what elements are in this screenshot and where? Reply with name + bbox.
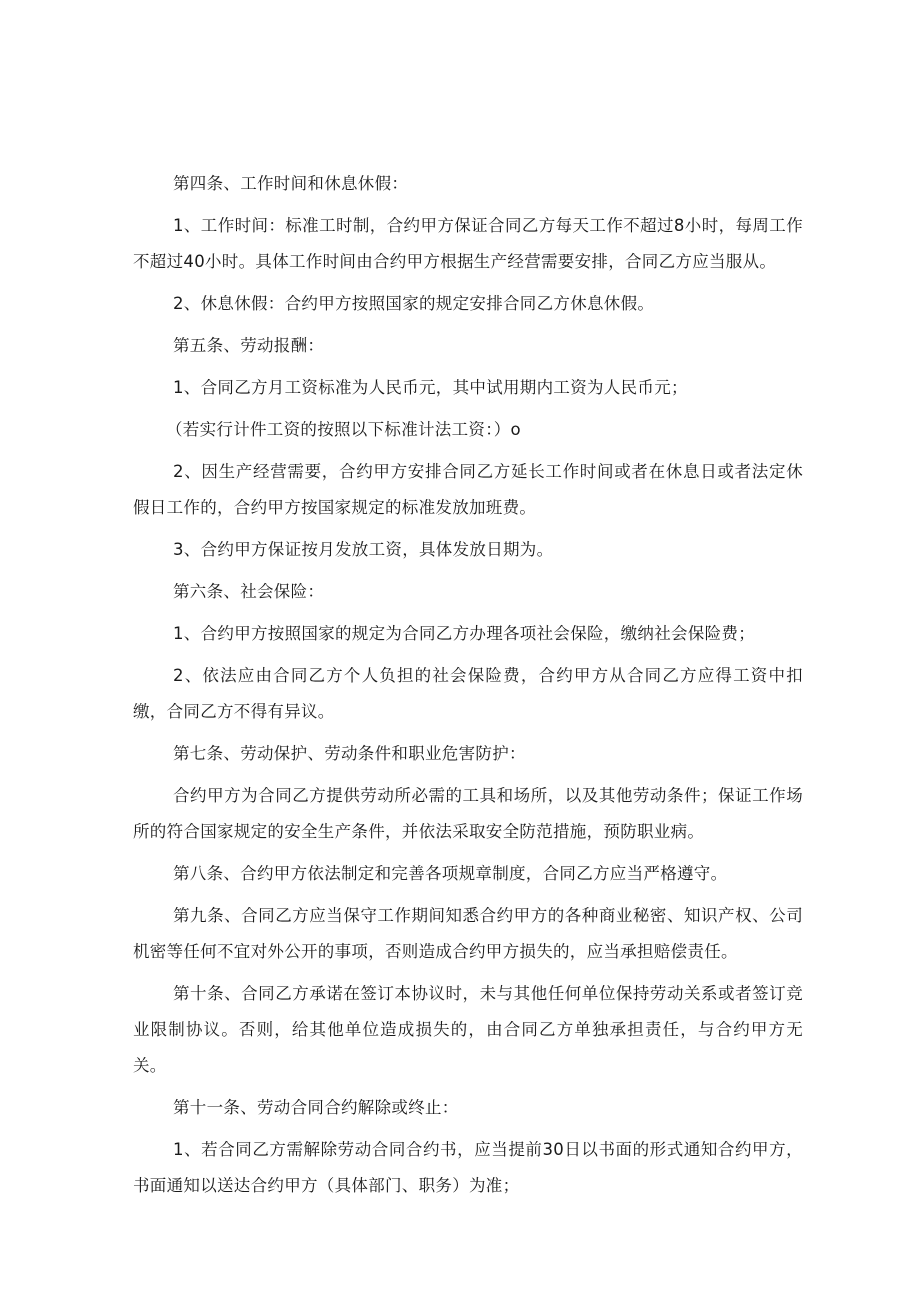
- document-body: [133, 166, 803, 1204]
- article-10-body: 第十条、合同乙方承诺在签订本协议时，未与其他任何单位保持劳动关系或者签订竞业限制协议。否则，给其他单位造成损失的，由合同乙方单独承担责任，与合约甲方无关。: [133, 984, 803, 1075]
- article-11-heading: 第十一条、劳动合同合约解除或终止：: [173, 1098, 459, 1117]
- article-5-clause-1: 1、合同乙方月工资标准为人民币元，其中试用期内工资为人民币元；: [173, 378, 688, 397]
- article-11-clause-1: 1、若合同乙方需解除劳动合同合约书，应当提前30日以书面的形式通知合约甲方，书面通知以送达合约甲方（具体部门、职务）为准；: [133, 1140, 803, 1195]
- article-5-clause-3: 3、合约甲方保证按月发放工资，具体发放日期为。: [173, 540, 554, 559]
- article-6-heading: 第六条、社会保险：: [173, 582, 325, 601]
- article-5-clause-2: 2、因生产经营需要，合约甲方安排合同乙方延长工作时间或者在休息日或者法定休假日工作的，合约甲方按国家规定的标准发放加班费。: [133, 462, 803, 517]
- article-4-clause-1: 1、工作时间：标准工时制，合约甲方保证合同乙方每天工作不超过8小时，每周工作不超过40小时。具体工作时间由合约甲方根据生产经营需要安排，合同乙方应当服从。: [133, 216, 803, 271]
- article-5-heading: 第五条、劳动报酬：: [173, 336, 325, 355]
- article-6-clause-2: 2、依法应由合同乙方个人负担的社会保险费，合约甲方从合同乙方应得工资中扣缴，合同乙方不得有异议。: [133, 666, 803, 721]
- article-8-body: 第八条、合约甲方依法制定和完善各项规章制度，合同乙方应当严格遵守。: [173, 864, 728, 883]
- article-6-clause-1: 1、合约甲方按照国家的规定为合同乙方办理各项社会保险，缴纳社会保险费；: [173, 624, 755, 643]
- article-4-clause-2: 2、休息休假：合约甲方按照国家的规定安排合同乙方休息休假。: [173, 294, 655, 313]
- article-7-body: 合约甲方为合同乙方提供劳动所必需的工具和场所，以及其他劳动条件；保证工作场所的符合国家规定的安全生产条件，并依法采取安全防范措施，预防职业病。: [133, 786, 803, 841]
- article-4-heading: 第四条、工作时间和休息休假：: [173, 174, 409, 193]
- article-5-piecework-note: （若实行计件工资的按照以下标准计法工资：）o: [166, 420, 521, 439]
- article-7-heading: 第七条、劳动保护、劳动条件和职业危害防护：: [173, 744, 526, 763]
- article-9-body: 第九条、合同乙方应当保守工作期间知悉合约甲方的各种商业秘密、知识产权、公司机密等任何不宜对外公开的事项，否则造成合约甲方损失的，应当承担赔偿责任。: [133, 906, 803, 961]
